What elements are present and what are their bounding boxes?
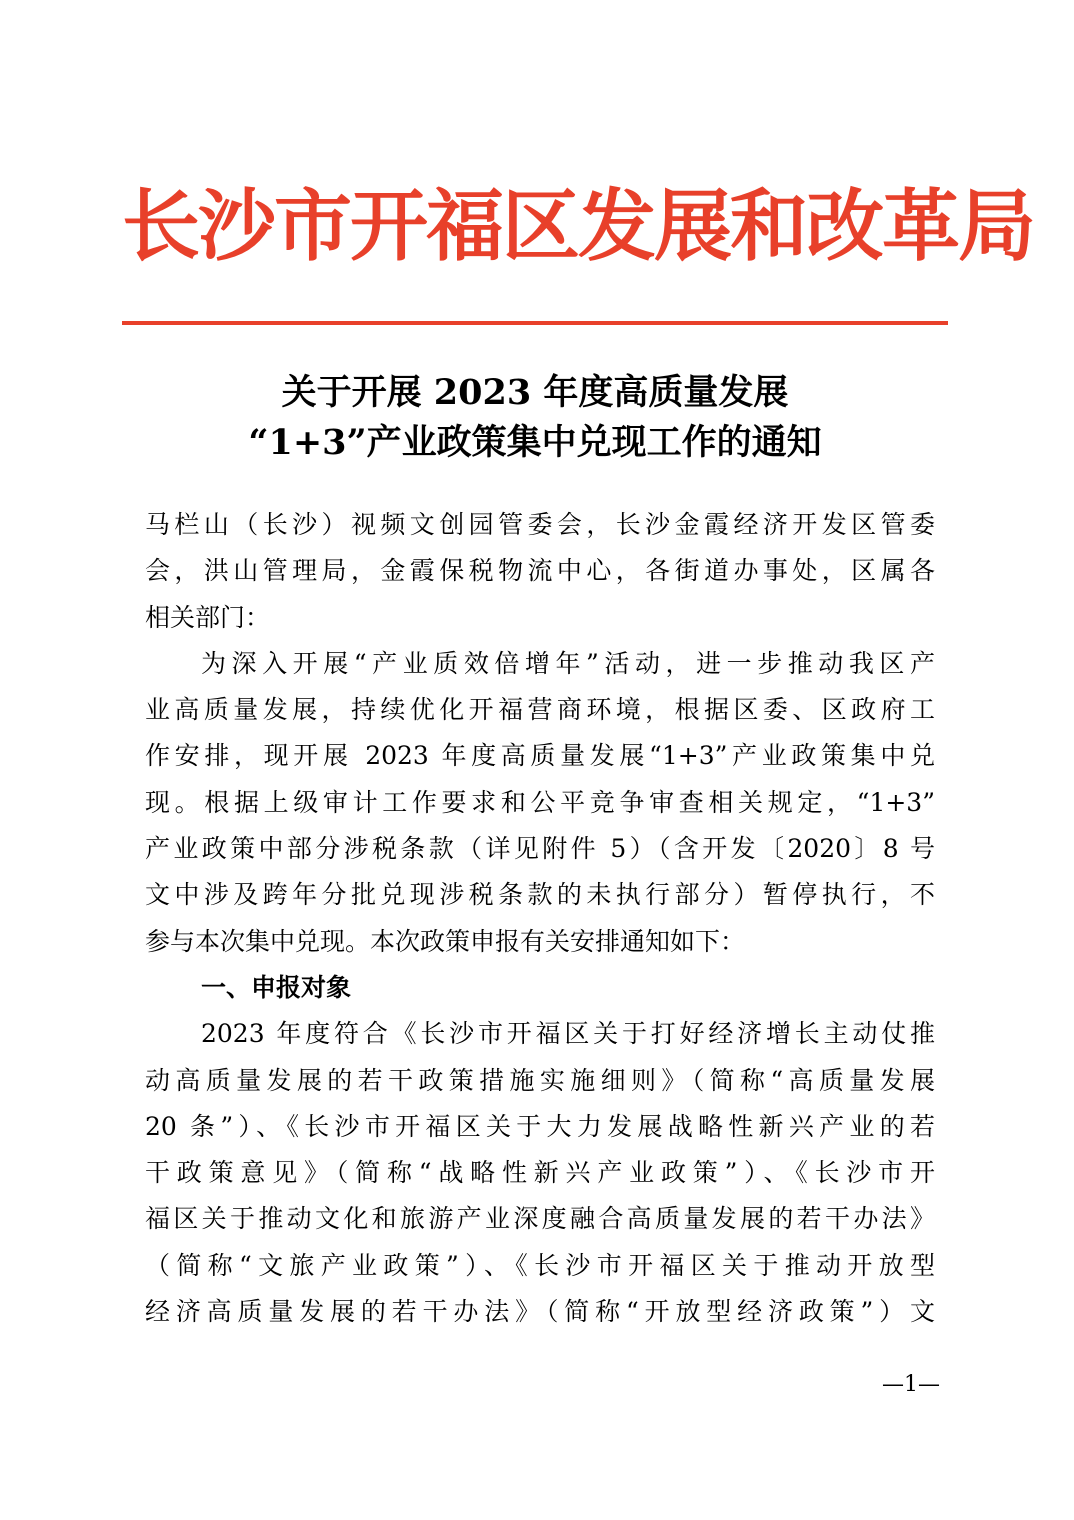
paragraph-line: 经济高质量发展的若干办法》（简称“开放型经济政策”）文 [145,1297,935,1327]
addressee-line: 马栏山（长沙）视频文创园管委会，长沙金霞经济开发区管委 [145,510,935,539]
document-body [145,502,935,1335]
paragraph-line: 福区关于推动文化和旅游产业深度融合高质量发展的若干办法》 [145,1204,935,1234]
paragraph-line: 干政策意见》（简称“战略性新兴产业政策”）、《长沙市开 [145,1158,935,1188]
document-title-line: 关于开展 2023 年度高质量发展 [281,372,789,413]
paragraph-line: 20 条”）、《长沙市开福区关于大力发展战略性新兴产业的若 [145,1111,935,1141]
document-title-line: “1+3”产业政策集中兑现工作的通知 [248,422,822,463]
paragraph-line: 参与本次集中兑现。本次政策申报有关安排通知如下： [145,926,746,956]
red-header-divider [122,321,948,325]
page-number: —1— [882,1372,940,1397]
paragraph-line: 2023 年度符合《长沙市开福区关于打好经济增长主动仗推 [201,1019,935,1049]
paragraph-line: 作安排，现开展 2023 年度高质量发展“1+3”产业政策集中兑 [145,741,935,771]
addressee-line: 会，洪山管理局，金霞保税物流中心，各街道办事处，区属各 [145,556,935,586]
paragraph-line: （简称“文旅产业政策”）、《长沙市开福区关于推动开放型 [145,1250,935,1280]
paragraph-line: 产业政策中部分涉税条款（详见附件 5）（含开发〔2020〕8 号 [145,834,935,864]
paragraph-line: 为深入开展“产业质效倍增年”活动，进一步推动我区产 [201,648,935,678]
paragraph-line: 业高质量发展，持续优化开福营商环境，根据区委、区政府工 [145,695,935,725]
section-heading: 一、申报对象 [201,972,352,1002]
addressee-line: 相关部门： [145,602,271,632]
issuing-organization-header: 长沙市开福区发展和改革局 [122,182,1035,272]
paragraph-line: 动高质量发展的若干政策措施实施细则》（简称“高质量发展 [145,1065,935,1095]
paragraph-line: 现。根据上级审计工作要求和公平竞争审查相关规定，“1+3” [145,787,935,817]
paragraph-line: 文中涉及跨年分批兑现涉税条款的未执行部分）暂停执行，不 [145,880,935,910]
document-title [122,368,948,468]
